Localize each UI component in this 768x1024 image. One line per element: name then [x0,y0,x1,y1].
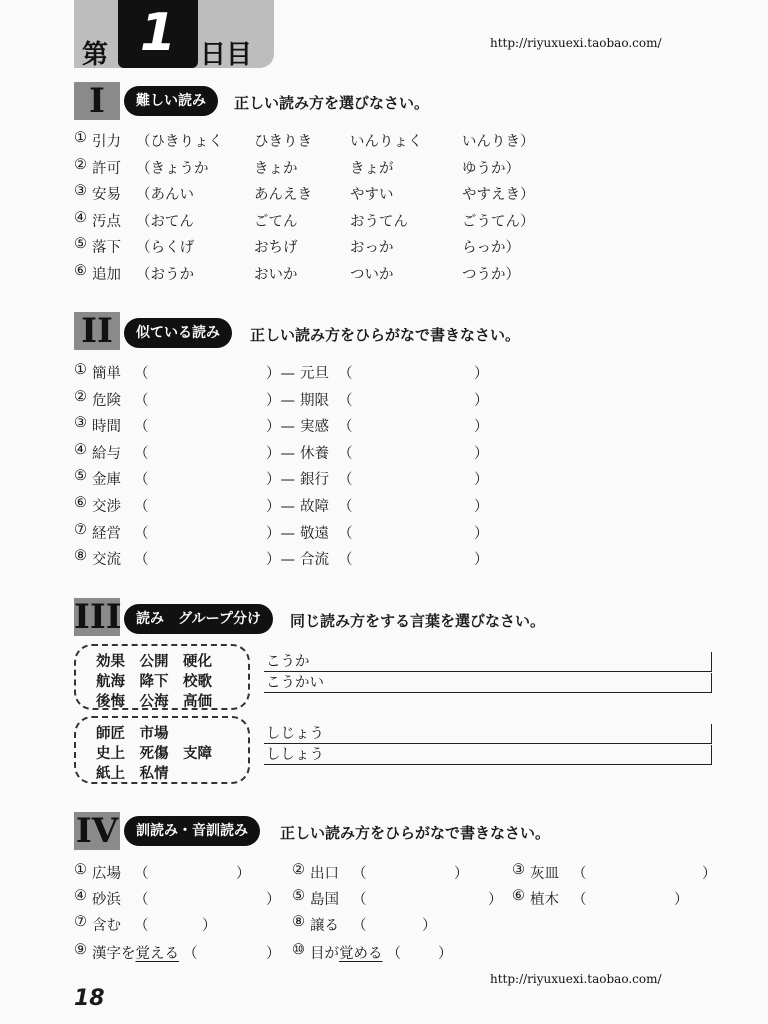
question-number: ⑩ [292,942,305,958]
answer-blank[interactable] [199,942,266,960]
open-paren: （ [352,918,367,934]
question-number: ⑥ [74,495,87,511]
open-paren: （ [338,552,353,569]
reading-option[interactable]: ごうてん） [462,213,535,230]
open-paren: （ [338,419,353,436]
open-paren: （ [134,499,149,515]
question-word: 交渉 [92,499,121,515]
answer-blank[interactable] [354,389,474,407]
question-word: 島国 [310,892,339,908]
question-number: ⑦ [74,914,87,930]
question-word: 植木 [530,892,559,908]
group2-words-row: 史上 死傷 支障 [96,746,212,762]
question-word: 譲る [310,918,339,934]
open-paren: （ [352,892,367,908]
question-word: 給与 [92,445,121,462]
question-word: 含む [92,918,121,934]
question-number: ⑨ [74,942,87,958]
group1-answer-line[interactable] [264,673,712,693]
question-number: ③ [512,862,525,878]
answer-blank[interactable] [588,862,702,880]
question-number: ④ [74,441,87,458]
question-number: ④ [74,209,87,226]
question-word: 落下 [92,240,121,256]
answer-blank[interactable] [588,888,674,906]
reading-option[interactable]: おちげ [254,240,298,256]
question-word: 期限 [300,392,329,409]
section1-roman: I [74,82,120,120]
question-number: ⑥ [74,262,87,279]
question-word: 時間 [92,419,121,436]
group2-answer-line[interactable] [264,724,712,744]
close-paren: ） [474,472,489,489]
day-suffix: 日目 [200,40,253,70]
open-paren: （ [338,499,353,515]
open-paren: （ [352,866,367,882]
reading-option[interactable]: おっか [350,240,394,256]
question-word: 敬遠 [300,525,329,542]
answer-blank[interactable] [150,888,266,906]
reading-option[interactable]: （あんい [136,187,194,203]
question-word: 汚点 [92,213,121,230]
question-word: 休養 [300,445,329,462]
question-word-prefix: 漢字を [92,946,136,962]
question-word: 引力 [92,134,121,150]
question-number: ② [74,156,87,173]
group2-answer-line[interactable] [264,745,712,765]
question-word: 灰皿 [530,866,559,882]
question-word: 許可 [92,160,121,177]
open-paren: （ [134,392,149,409]
close-paren: ） [236,866,251,882]
close-paren: ） [474,419,489,436]
question-number: ④ [74,888,87,904]
section3-pill: 読み グループ分け [124,604,273,634]
section2-instruction: 正しい読み方をひらがなで書きなさい。 [250,326,521,344]
close-paren: ） [266,946,281,962]
close-paren: ） [702,866,717,882]
close-paren: ） [488,892,503,908]
question-word: 交流 [92,552,121,569]
section4-roman: IV [75,811,119,851]
open-paren: （ [338,445,353,462]
day-number: 1 [118,0,198,68]
close-paren: ） [438,946,453,962]
reading-option[interactable]: きょか [254,160,298,177]
section3-roman: III [74,597,122,637]
reading-option[interactable]: らっか） [462,240,520,256]
question-word: 実感 [300,419,329,436]
question-word: 合流 [300,552,329,569]
footer-url: http://riyuxuexi.taobao.com/ [490,972,662,986]
open-paren: （ [338,525,353,542]
answer-blank[interactable] [150,442,266,460]
answer-blank[interactable] [150,362,266,380]
open-paren: （ [183,946,198,962]
close-dash: ）— [266,525,295,542]
open-paren: （ [134,866,149,882]
open-paren: （ [338,472,353,489]
close-dash: ）— [266,366,295,382]
section2-pill: 似ている読み [124,318,232,348]
header-url: http://riyuxuexi.taobao.com/ [490,36,662,50]
section3-instruction: 同じ読み方をする言葉を選びなさい。 [290,612,546,630]
close-dash: ）— [266,472,295,489]
question-word-prefix: 目が [310,946,339,962]
reading-option[interactable]: ひきりき [254,134,312,150]
section1-pill: 難しい読み [124,86,218,116]
answer-blank[interactable] [150,862,236,880]
open-paren: （ [134,419,149,436]
question-word: 経営 [92,525,121,542]
open-paren: （ [134,918,149,934]
reading-option[interactable]: （きょうか [136,160,209,177]
reading-option[interactable]: やすい [350,187,394,203]
answer-blank[interactable] [150,495,266,513]
answer-blank[interactable] [150,468,266,486]
answer-blank[interactable] [354,442,474,460]
reading-option[interactable]: やすえき） [462,187,535,203]
question-word: 追加 [92,266,121,283]
answer-blank[interactable] [354,548,474,566]
question-number: ③ [74,415,87,432]
question-number: ⑧ [292,914,305,930]
group1-words-row: 効果 公開 硬化 [96,654,212,670]
close-paren: ） [474,525,489,542]
answer-blank[interactable] [150,548,266,566]
answer-blank[interactable] [150,415,266,433]
reading-option[interactable]: いんりき） [462,134,535,150]
close-paren: ） [474,392,489,409]
answer-blank[interactable] [354,468,474,486]
question-number: ② [292,862,305,878]
close-paren: ） [202,918,217,934]
section1-instruction: 正しい読み方を選びなさい。 [234,94,430,112]
close-paren: ） [474,366,489,382]
open-paren: （ [338,366,353,382]
day-prefix: 第 [82,40,109,70]
group1-answer-line[interactable] [264,652,712,672]
close-dash: ）— [266,552,295,569]
reading-option[interactable]: （ひきりょく [136,134,223,150]
question-number: ⑧ [74,548,87,565]
close-dash: ）— [266,419,295,436]
section4-pill: 訓読み・音訓読み [124,816,260,846]
open-paren: （ [134,525,149,542]
question-word: 広場 [92,866,121,882]
answer-blank[interactable] [150,914,202,932]
open-paren: （ [338,392,353,409]
question-number: ① [74,362,87,378]
question-word-underlined: 覚える [135,946,179,962]
reading-option[interactable]: （おうか [136,266,194,283]
question-word: 故障 [300,499,329,515]
open-paren: （ [134,366,149,382]
group1-words-row: 後悔 公海 高価 [96,694,212,710]
answer-blank[interactable] [150,522,266,540]
close-paren: ） [674,892,689,908]
reading-option[interactable]: ごてん [254,213,298,230]
reading-option[interactable]: ついか [350,266,394,283]
close-dash: ）— [266,392,295,409]
group1-reading: こうか [266,654,310,670]
close-dash: ）— [266,499,295,515]
close-paren: ） [474,552,489,569]
question-number: ⑤ [74,468,87,485]
question-number: ① [74,862,87,878]
question-number: ⑦ [74,521,87,538]
question-word: 危険 [92,392,121,409]
answer-blank[interactable] [368,862,454,880]
question-word: 簡単 [92,366,121,382]
reading-option[interactable]: ゆうか） [462,160,520,177]
close-paren: ） [266,892,281,908]
question-word: 安易 [92,187,121,203]
answer-blank[interactable] [368,888,488,906]
question-number: ② [74,388,87,405]
reading-option[interactable]: いんりょく [350,134,423,150]
open-paren: （ [572,866,587,882]
open-paren: （ [134,445,149,462]
page-number: 18 [74,986,105,1011]
question-word-underlined: 覚める [339,946,383,962]
answer-blank[interactable] [354,362,474,380]
question-number: ⑤ [292,888,305,904]
reading-option[interactable]: おうてん [350,213,408,230]
question-number: ⑤ [74,236,87,252]
open-paren: （ [134,552,149,569]
question-word: 砂浜 [92,892,121,908]
answer-blank[interactable] [368,914,422,932]
group2-reading: しじょう [266,726,324,742]
close-paren: ） [422,918,437,934]
question-number: ③ [74,183,87,199]
answer-blank[interactable] [354,522,474,540]
question-number: ① [74,130,87,146]
reading-option[interactable]: おいか [254,266,298,283]
question-word: 銀行 [300,472,329,489]
open-paren: （ [134,892,149,908]
question-number: ⑥ [512,888,525,904]
question-word: 金庫 [92,472,121,489]
open-paren: （ [572,892,587,908]
reading-option[interactable]: （おてん [136,213,194,230]
answer-blank[interactable] [354,415,474,433]
open-paren: （ [386,946,401,962]
question-word: 出口 [310,866,339,882]
group1-reading: こうかい [266,675,324,691]
answer-blank[interactable] [403,942,439,960]
answer-blank[interactable] [354,495,474,513]
group1-words-row: 航海 降下 校歌 [96,674,212,690]
group2-words-row: 紙上 私情 [96,766,169,782]
close-dash: ）— [266,445,295,462]
open-paren: （ [134,472,149,489]
close-paren: ） [474,499,489,515]
answer-blank[interactable] [150,389,266,407]
reading-option[interactable]: （らくげ [136,240,194,256]
group2-reading: ししょう [266,747,324,763]
reading-option[interactable]: つうか） [462,266,520,283]
reading-option[interactable]: あんえき [254,187,312,203]
reading-option[interactable]: きょが [350,160,394,177]
group2-words-row: 師匠 市場 [96,726,169,742]
section2-roman: II [74,312,120,350]
section4-instruction: 正しい読み方をひらがなで書きなさい。 [280,824,551,842]
question-word: 元旦 [300,366,329,382]
close-paren: ） [454,866,469,882]
close-paren: ） [474,445,489,462]
